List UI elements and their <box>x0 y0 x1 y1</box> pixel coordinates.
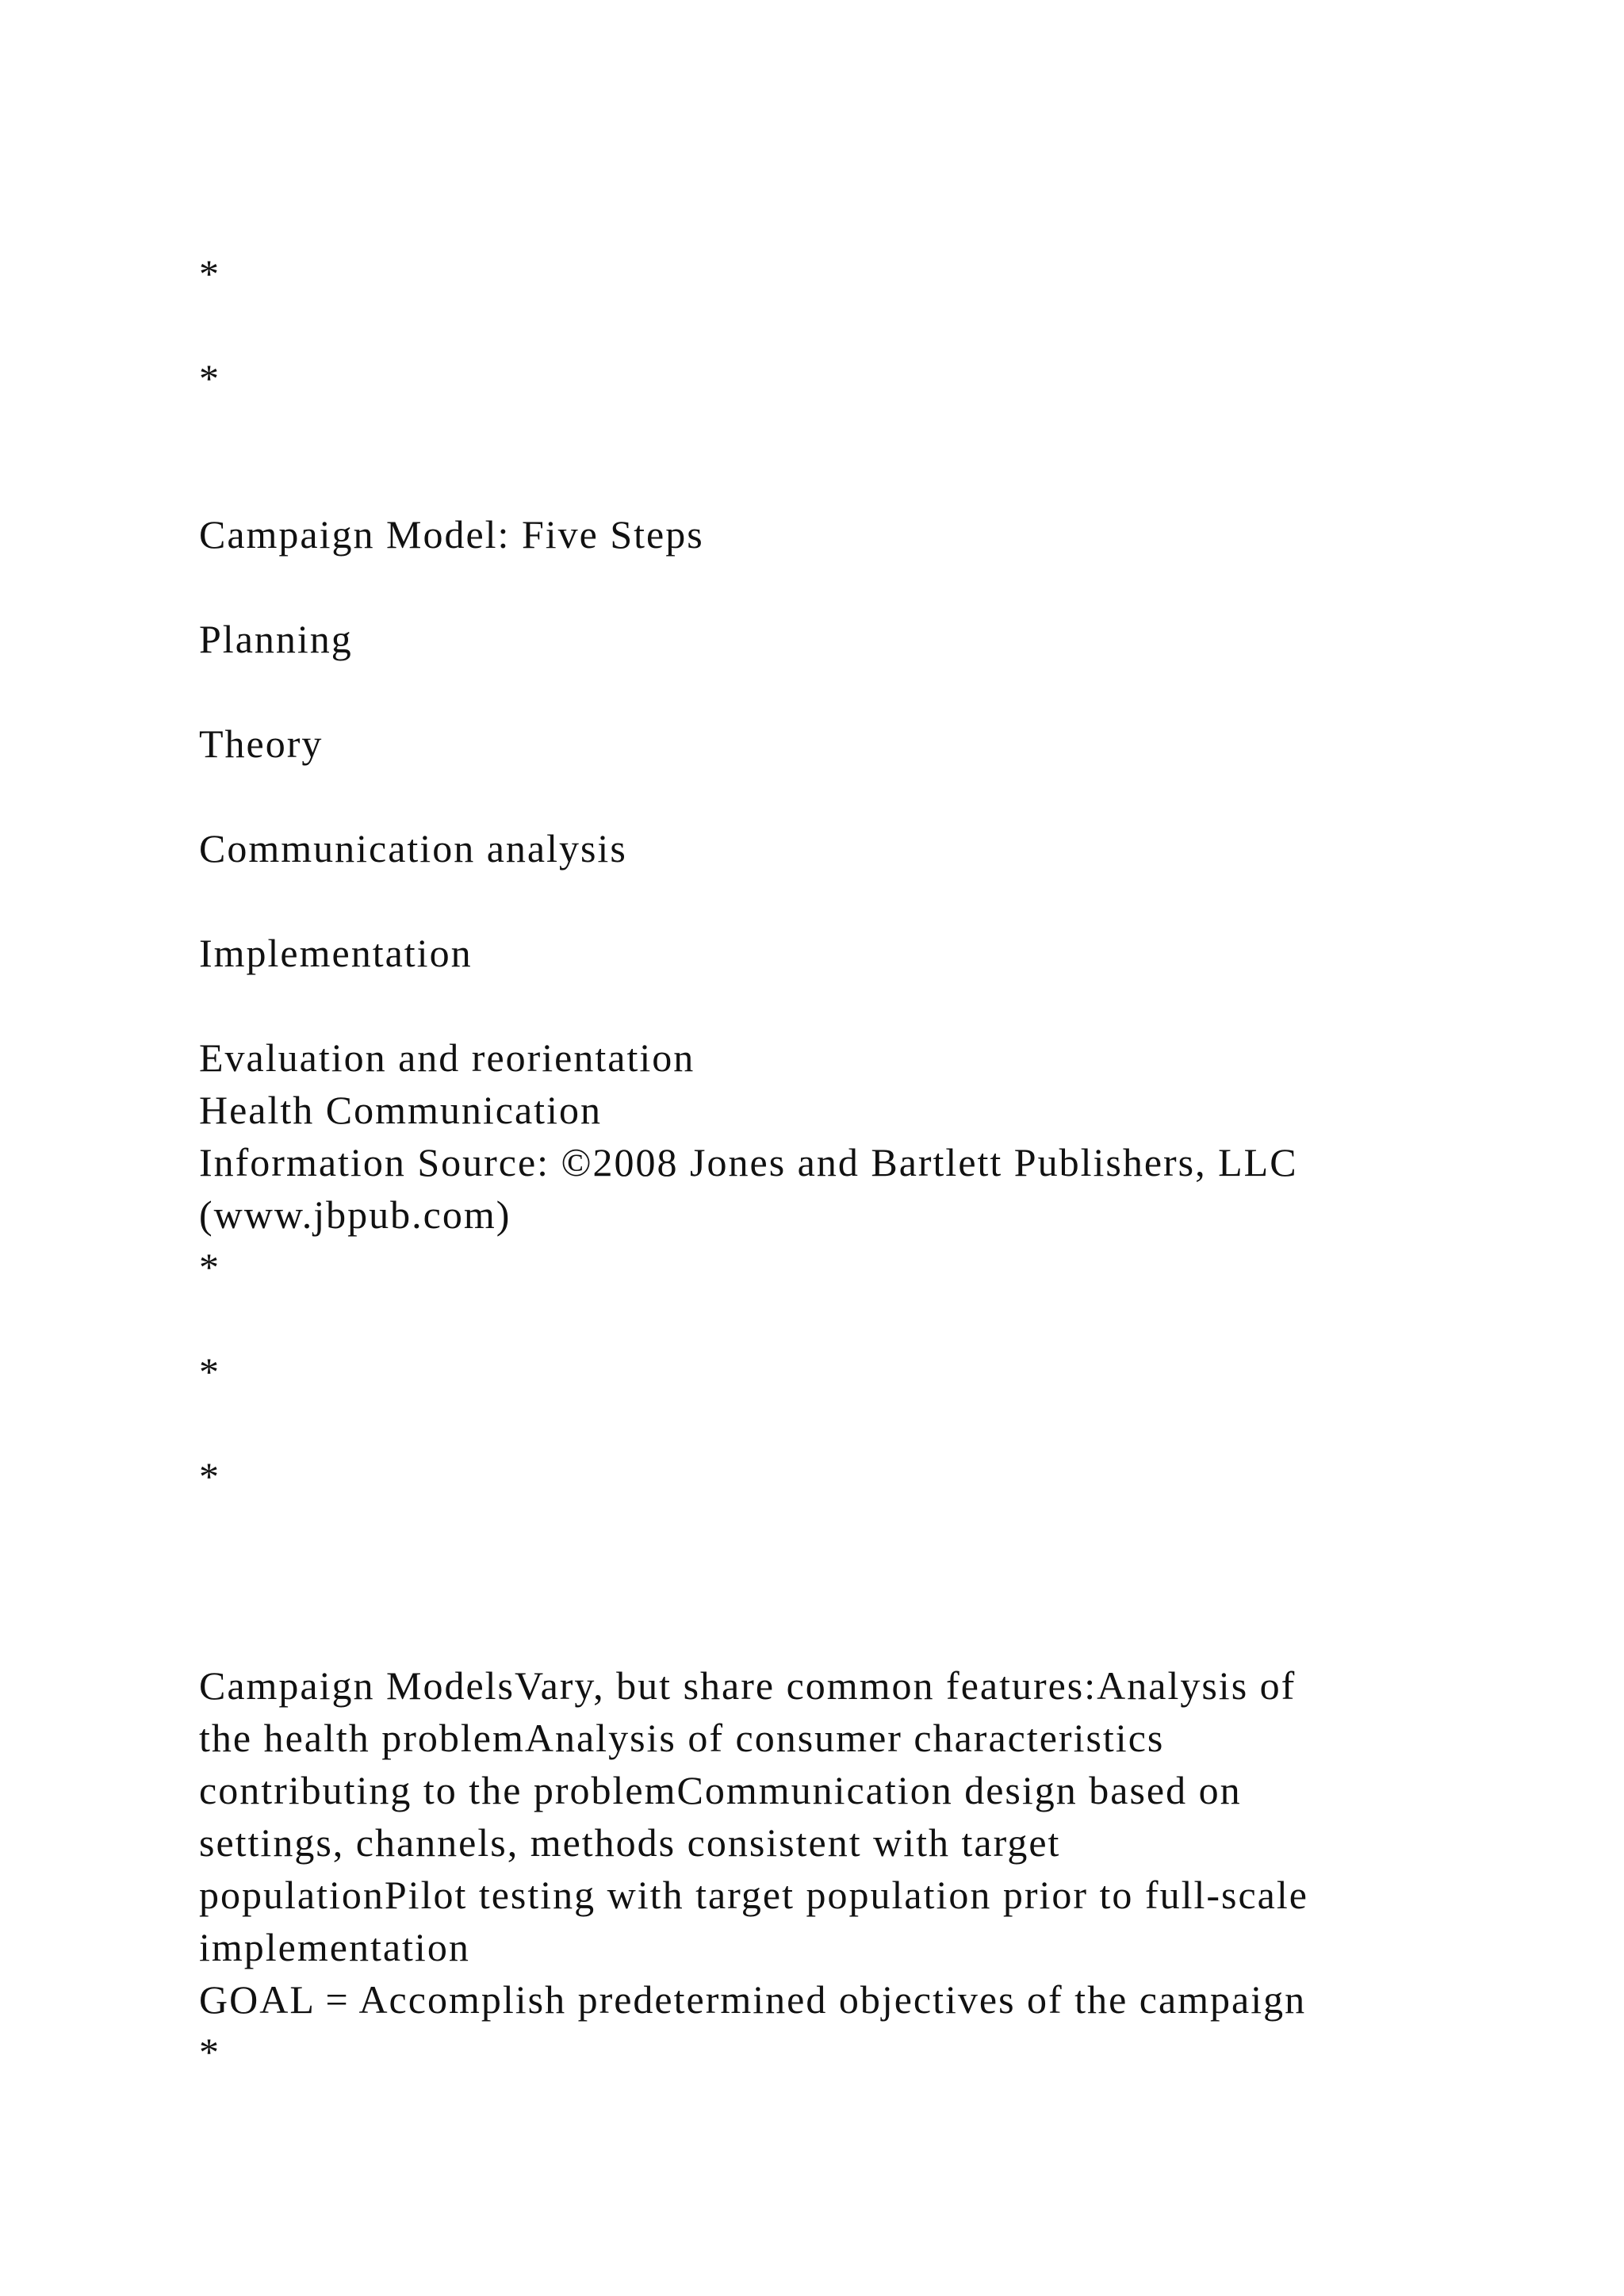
paragraph-line: the health problemAnalysis of consumer characteristics <box>199 1716 1165 1760</box>
step-implementation: Implementation <box>199 931 473 975</box>
step-planning: Planning <box>199 617 353 661</box>
paragraph-line: settings, channels, methods consistent with target <box>199 1820 1061 1865</box>
paragraph-line: populationPilot testing with target population prior to full-scale <box>199 1873 1308 1917</box>
asterisk-line: * <box>199 2030 220 2074</box>
information-source: Information Source: ©2008 Jones and Bartlett Publishers, LLC <box>199 1140 1298 1184</box>
asterisk-line: * <box>199 356 220 400</box>
paragraph-line: contributing to the problemCommunication design based on <box>199 1768 1242 1812</box>
asterisk-line: * <box>199 1349 220 1394</box>
goal-line: GOAL = Accomplish predetermined objectives of the campaign <box>199 1977 1307 2022</box>
paragraph-line: Campaign ModelsVary, but share common features:Analysis of <box>199 1663 1297 1708</box>
asterisk-line: * <box>199 1245 220 1289</box>
step-evaluation: Evaluation and reorientation <box>199 1035 695 1080</box>
slide-title: Campaign Model: Five Steps <box>199 512 704 557</box>
step-theory: Theory <box>199 721 324 766</box>
asterisk-line: * <box>199 251 220 296</box>
step-communication-analysis: Communication analysis <box>199 826 627 871</box>
section-heading: Health Communication <box>199 1088 602 1132</box>
source-url: (www.jbpub.com) <box>199 1192 511 1237</box>
paragraph-line: implementation <box>199 1925 470 1969</box>
asterisk-line: * <box>199 1454 220 1498</box>
